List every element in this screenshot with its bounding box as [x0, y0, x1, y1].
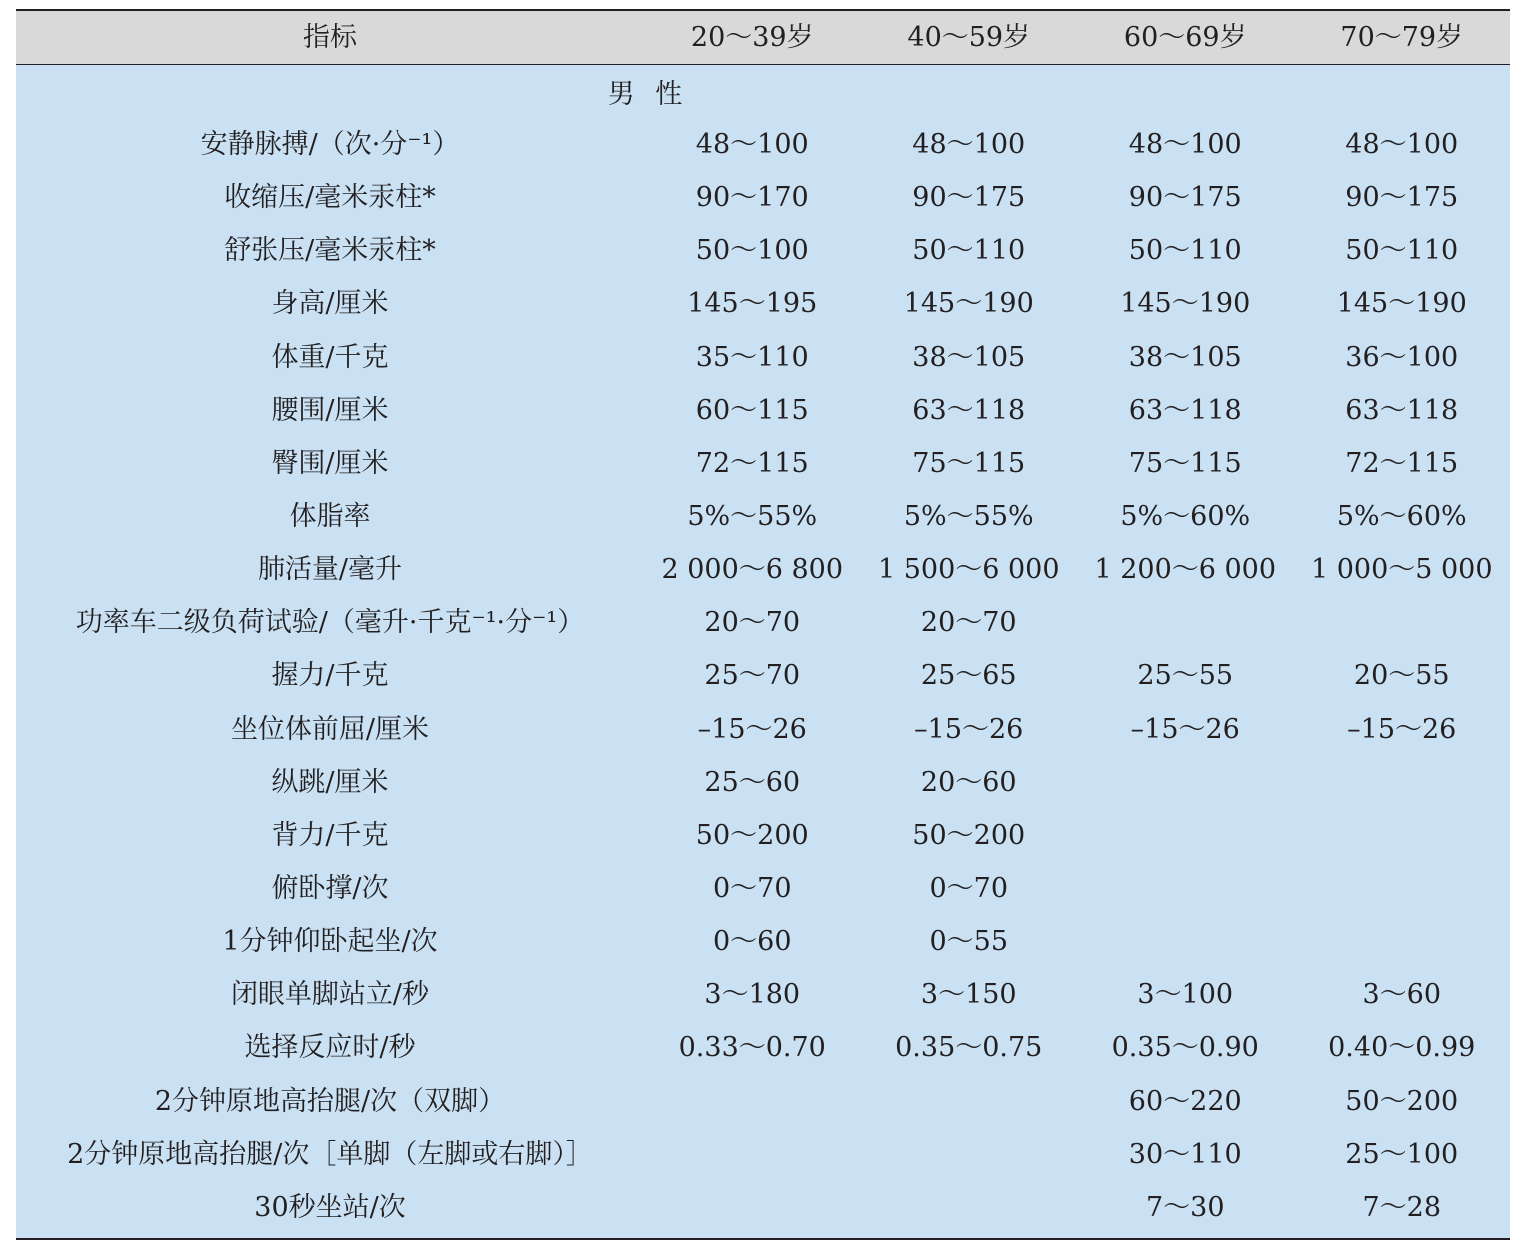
section-label: 男 性 — [607, 79, 689, 110]
row-value: 7～28 — [1362, 1191, 1442, 1223]
table-row — [16, 756, 1510, 809]
table-row — [16, 1181, 1510, 1234]
row-value: –15～26 — [1130, 713, 1240, 745]
row-value: 3～180 — [704, 979, 801, 1011]
row-value: 90～175 — [1128, 182, 1242, 214]
row-value: 36～100 — [1345, 341, 1459, 373]
row-value: 50～110 — [912, 235, 1026, 267]
row-value: 35～110 — [695, 341, 809, 373]
row-value: 0.33～0.70 — [678, 1032, 826, 1064]
table-row — [16, 968, 1510, 1021]
table-row — [16, 437, 1510, 490]
row-value: 60～220 — [1128, 1085, 1242, 1117]
table-row — [16, 1128, 1510, 1181]
table-row — [16, 118, 1510, 171]
table-row — [16, 1075, 1510, 1128]
row-label: 坐位体前屈/厘米 — [230, 713, 430, 745]
table-row — [16, 809, 1510, 862]
row-value: 48～100 — [912, 129, 1026, 161]
header-age-60-69: 60～69岁 — [1123, 22, 1247, 53]
row-label: 1分钟仰卧起坐/次 — [222, 926, 438, 958]
row-label: 握力/千克 — [271, 660, 389, 692]
row-value: 50～110 — [1128, 235, 1242, 267]
row-label: 臀围/厘米 — [271, 447, 389, 479]
table-row — [16, 1021, 1510, 1074]
table-body — [16, 65, 1510, 1238]
table-row — [16, 596, 1510, 649]
row-label: 2分钟原地高抬腿/次［单脚（左脚或右脚）］ — [67, 1138, 593, 1170]
row-value: 38～105 — [1128, 341, 1242, 373]
row-value: 50～110 — [1345, 235, 1459, 267]
row-value: 0～70 — [929, 873, 1009, 905]
row-value: 145～195 — [687, 288, 818, 320]
row-value: 25～70 — [704, 660, 801, 692]
row-label: 背力/千克 — [271, 819, 389, 851]
row-value: 7～30 — [1145, 1191, 1225, 1223]
row-value: 0～60 — [712, 926, 792, 958]
row-label: 腰围/厘米 — [271, 394, 389, 426]
row-value: 48～100 — [1128, 129, 1242, 161]
row-value: 0.40～0.99 — [1328, 1032, 1476, 1064]
row-value: 50～200 — [912, 819, 1026, 851]
row-value: 3～60 — [1362, 979, 1442, 1011]
row-value: 25～100 — [1345, 1138, 1459, 1170]
reference-table — [16, 9, 1510, 1240]
row-value: 145～190 — [1336, 288, 1467, 320]
table-row — [16, 384, 1510, 437]
row-value: 0.35～0.75 — [895, 1032, 1043, 1064]
row-value: 25～55 — [1137, 660, 1234, 692]
row-value: –15～26 — [1347, 713, 1457, 745]
row-value: 90～175 — [912, 182, 1026, 214]
row-value: 90～175 — [1345, 182, 1459, 214]
row-value: 5%～55% — [903, 501, 1034, 533]
row-value: 20～55 — [1353, 660, 1450, 692]
row-value: 63～118 — [912, 394, 1026, 426]
section-row — [16, 65, 1510, 118]
row-value: 75～115 — [1128, 447, 1242, 479]
row-label: 舒张压/毫米汞柱* — [224, 235, 436, 267]
row-value: 3～150 — [920, 979, 1017, 1011]
table-row — [16, 171, 1510, 224]
table-row — [16, 277, 1510, 330]
row-value: 60～115 — [695, 394, 809, 426]
row-label: 肺活量/毫升 — [257, 554, 403, 586]
header-age-40-59: 40～59岁 — [907, 22, 1031, 53]
row-value: 48～100 — [1345, 129, 1459, 161]
table-row — [16, 543, 1510, 596]
row-label: 2分钟原地高抬腿/次（双脚） — [154, 1085, 506, 1117]
row-value: 38～105 — [912, 341, 1026, 373]
row-value: 48～100 — [695, 129, 809, 161]
row-value: 63～118 — [1128, 394, 1242, 426]
row-value: 72～115 — [1345, 447, 1459, 479]
row-value: 5%～60% — [1336, 501, 1467, 533]
header-age-20-39: 20～39岁 — [690, 22, 814, 53]
row-value: 72～115 — [695, 447, 809, 479]
row-value: 20～70 — [704, 607, 801, 639]
row-label: 身高/厘米 — [271, 288, 389, 320]
row-label: 选择反应时/秒 — [244, 1032, 416, 1064]
row-value: 25～65 — [920, 660, 1017, 692]
row-label: 安静脉搏/（次·分⁻¹） — [200, 129, 460, 161]
table-row — [16, 490, 1510, 543]
table-row — [16, 703, 1510, 756]
row-value: 20～70 — [920, 607, 1017, 639]
row-value: 3～100 — [1137, 979, 1234, 1011]
header-age-70-79: 70～79岁 — [1340, 22, 1464, 53]
row-value: 30～110 — [1128, 1138, 1242, 1170]
row-value: 0.35～0.90 — [1111, 1032, 1259, 1064]
row-value: 63～118 — [1345, 394, 1459, 426]
table-row — [16, 915, 1510, 968]
row-label: 体脂率 — [289, 501, 371, 533]
header-indicator: 指标 — [303, 22, 357, 53]
row-value: 5%～55% — [687, 501, 818, 533]
table-row — [16, 331, 1510, 384]
row-value: 0～55 — [929, 926, 1009, 958]
bottom-rule — [16, 1238, 1510, 1240]
row-value: 90～170 — [695, 182, 809, 214]
row-value: 50～200 — [1345, 1085, 1459, 1117]
row-value: 0～70 — [712, 873, 792, 905]
row-value: 1 200～6 000 — [1094, 554, 1277, 586]
row-label: 收缩压/毫米汞柱* — [224, 182, 436, 214]
table-row — [16, 224, 1510, 277]
row-value: 1 000～5 000 — [1310, 554, 1493, 586]
row-value: 5%～60% — [1120, 501, 1251, 533]
row-label: 体重/千克 — [271, 341, 389, 373]
row-value: 145～190 — [903, 288, 1034, 320]
row-value: 75～115 — [912, 447, 1026, 479]
table-row — [16, 649, 1510, 702]
row-value: 20～60 — [920, 766, 1017, 798]
row-label: 闭眼单脚站立/秒 — [230, 979, 430, 1011]
row-label: 功率车二级负荷试验/（毫升·千克⁻¹·分⁻¹） — [75, 607, 585, 639]
row-value: 2 000～6 800 — [661, 554, 844, 586]
row-value: 1 500～6 000 — [877, 554, 1060, 586]
row-value: –15～26 — [697, 713, 807, 745]
row-value: 25～60 — [704, 766, 801, 798]
row-label: 30秒坐站/次 — [254, 1191, 406, 1223]
row-value: 50～200 — [695, 819, 809, 851]
table-header — [16, 11, 1510, 65]
row-value: 145～190 — [1120, 288, 1251, 320]
table-rows — [16, 118, 1510, 1234]
row-value: 50～100 — [695, 235, 809, 267]
row-value: –15～26 — [914, 713, 1024, 745]
row-label: 纵跳/厘米 — [271, 766, 389, 798]
row-label: 俯卧撑/次 — [271, 873, 389, 905]
table-row — [16, 862, 1510, 915]
